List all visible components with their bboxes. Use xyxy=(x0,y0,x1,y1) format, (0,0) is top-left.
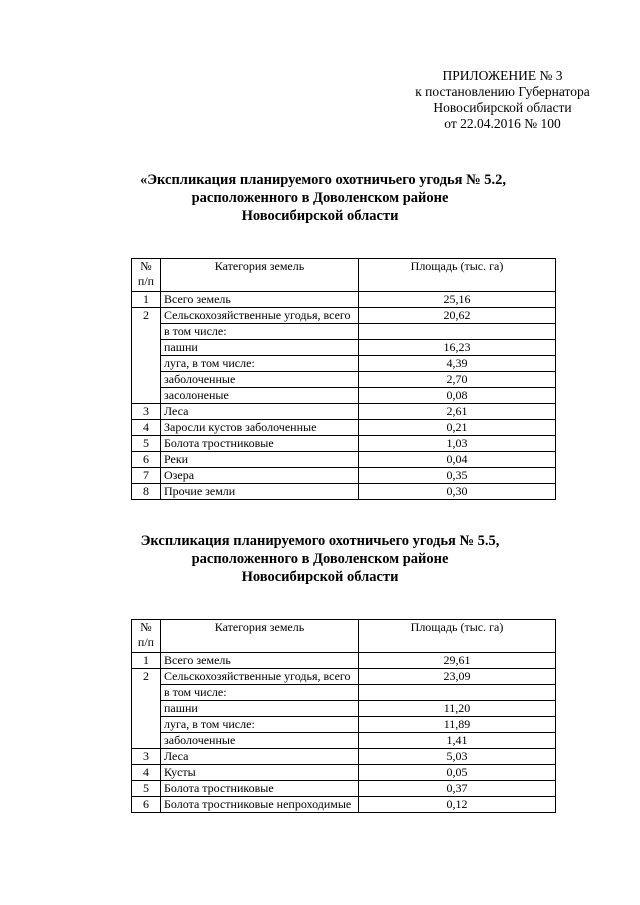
row-number: 5 xyxy=(132,436,161,452)
row-area: 0,04 xyxy=(359,452,556,468)
row-number: 2 xyxy=(132,669,161,685)
column-num-header: № п/п xyxy=(132,259,161,292)
table-row xyxy=(132,388,556,404)
row-number: 3 xyxy=(132,404,161,420)
table-row xyxy=(132,733,556,749)
column-area-header: Площадь (тыс. га) xyxy=(359,620,556,653)
row-category: луга, в том числе: xyxy=(161,356,359,372)
row-number xyxy=(132,340,161,356)
table1-title: «Экспликация планируемого охотничьего угодья № 5.2, расположенного в Доволенском районе Новосибирской области xyxy=(139,172,507,224)
row-area xyxy=(359,324,556,340)
row-area: 0,21 xyxy=(359,420,556,436)
appendix-label: ПРИЛОЖЕНИЕ № 3 xyxy=(442,68,563,83)
row-category: заболоченные xyxy=(161,372,359,388)
table-row xyxy=(132,340,556,356)
table-row xyxy=(132,452,556,468)
document-header xyxy=(400,68,605,132)
row-category: Реки xyxy=(161,452,359,468)
row-number xyxy=(132,685,161,701)
table-row xyxy=(132,765,556,781)
row-category: Озера xyxy=(161,468,359,484)
column-area-header: Площадь (тыс. га) xyxy=(359,259,556,292)
table-row xyxy=(132,781,556,797)
row-area: 0,05 xyxy=(359,765,556,781)
row-category: в том числе: xyxy=(161,685,359,701)
column-category-header: Категория земель xyxy=(161,259,359,292)
table1 xyxy=(131,258,556,500)
table-row xyxy=(132,468,556,484)
row-number: 5 xyxy=(132,781,161,797)
table-row xyxy=(132,404,556,420)
row-area xyxy=(359,685,556,701)
table-row xyxy=(132,717,556,733)
row-number xyxy=(132,324,161,340)
row-number xyxy=(132,701,161,717)
row-number: 3 xyxy=(132,749,161,765)
table2 xyxy=(131,619,556,813)
row-area: 1,41 xyxy=(359,733,556,749)
row-area: 25,16 xyxy=(359,292,556,308)
row-category: Сельскохозяйственные угодья, всего xyxy=(161,308,359,324)
row-area: 5,03 xyxy=(359,749,556,765)
row-category: Всего земель xyxy=(161,292,359,308)
row-number: 7 xyxy=(132,468,161,484)
table2-title: Экспликация планируемого охотничьего угодья № 5.5, расположенного в Доволенском районе Новосибирской области xyxy=(140,533,500,585)
row-category: пашни xyxy=(161,701,359,717)
row-category: луга, в том числе: xyxy=(161,717,359,733)
table-row xyxy=(132,308,556,324)
row-area: 16,23 xyxy=(359,340,556,356)
row-area: 2,61 xyxy=(359,404,556,420)
row-area: 0,35 xyxy=(359,468,556,484)
row-category: Сельскохозяйственные угодья, всего xyxy=(161,669,359,685)
table-row xyxy=(132,701,556,717)
row-category: Заросли кустов заболоченные xyxy=(161,420,359,436)
row-area: 11,20 xyxy=(359,701,556,717)
row-category: в том числе: xyxy=(161,324,359,340)
row-number: 6 xyxy=(132,797,161,813)
row-area: 0,12 xyxy=(359,797,556,813)
table-row xyxy=(132,420,556,436)
row-number xyxy=(132,733,161,749)
row-area: 23,09 xyxy=(359,669,556,685)
row-number xyxy=(132,356,161,372)
row-category: пашни xyxy=(161,340,359,356)
resolution-reference: к постановлению Губернатора xyxy=(415,84,590,99)
row-category: Леса xyxy=(161,749,359,765)
column-category-header: Категория земель xyxy=(161,620,359,653)
table-row xyxy=(132,484,556,500)
row-area: 0,37 xyxy=(359,781,556,797)
column-num-header: № п/п xyxy=(132,620,161,653)
table-row xyxy=(132,356,556,372)
row-category: Болота тростниковые xyxy=(161,436,359,452)
row-category: Болота тростниковые xyxy=(161,781,359,797)
row-number: 1 xyxy=(132,292,161,308)
row-category: засолоненые xyxy=(161,388,359,404)
table-row xyxy=(132,324,556,340)
resolution-date: от 22.04.2016 № 100 xyxy=(444,116,561,131)
row-category: Кусты xyxy=(161,765,359,781)
row-category: заболоченные xyxy=(161,733,359,749)
table-row xyxy=(132,685,556,701)
row-number: 6 xyxy=(132,452,161,468)
row-area: 2,70 xyxy=(359,372,556,388)
table-row xyxy=(132,372,556,388)
row-number xyxy=(132,372,161,388)
row-category: Прочие земли xyxy=(161,484,359,500)
row-area: 1,03 xyxy=(359,436,556,452)
row-number xyxy=(132,717,161,733)
row-number: 8 xyxy=(132,484,161,500)
row-area: 4,39 xyxy=(359,356,556,372)
row-number: 4 xyxy=(132,765,161,781)
table-row xyxy=(132,292,556,308)
region-name: Новосибирской области xyxy=(433,100,572,115)
row-category: Всего земель xyxy=(161,653,359,669)
row-area: 0,08 xyxy=(359,388,556,404)
table-row xyxy=(132,669,556,685)
row-number xyxy=(132,388,161,404)
row-number: 2 xyxy=(132,308,161,324)
row-number: 1 xyxy=(132,653,161,669)
row-category: Леса xyxy=(161,404,359,420)
row-area: 20,62 xyxy=(359,308,556,324)
row-area: 0,30 xyxy=(359,484,556,500)
row-number: 4 xyxy=(132,420,161,436)
row-category: Болота тростниковые непроходимые xyxy=(161,797,359,813)
table-row xyxy=(132,436,556,452)
table-row xyxy=(132,653,556,669)
table-row xyxy=(132,749,556,765)
row-area: 11,89 xyxy=(359,717,556,733)
row-area: 29,61 xyxy=(359,653,556,669)
table-row xyxy=(132,797,556,813)
